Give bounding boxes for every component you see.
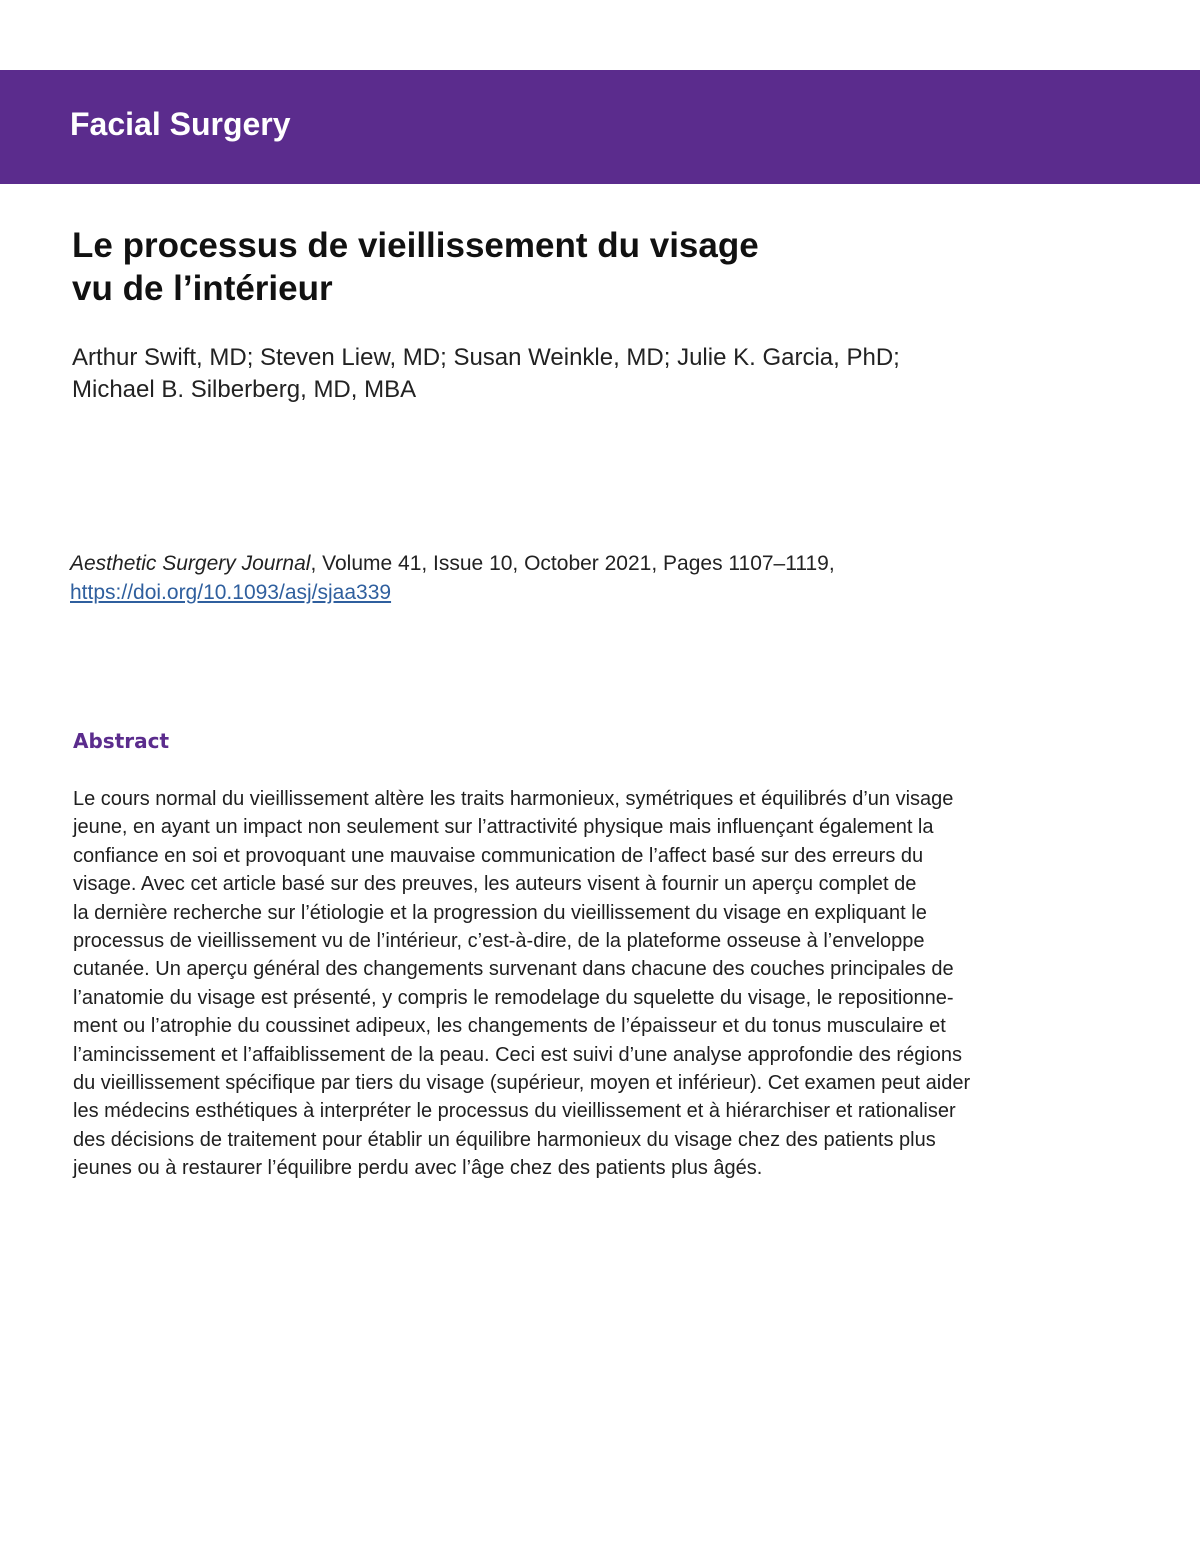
article-title xyxy=(72,224,1122,310)
author-line: Arthur Swift, MD; Steven Liew, MD; Susan Weinkle, MD; Julie K. Garcia, PhD; xyxy=(72,344,900,371)
abstract-line: Le cours normal du vieillissement altère les traits harmonieux, symétriques et équilibrés d’un visage xyxy=(73,788,954,810)
citation-details: , Volume 41, Issue 10, October 2021, Pages 1107–1119, xyxy=(310,552,835,575)
author-line: Michael B. Silberberg, MD, MBA xyxy=(72,376,417,403)
abstract-body xyxy=(73,785,1153,1183)
abstract-line: la dernière recherche sur l’étiologie et la progression du vieillissement du visage en expliquant le xyxy=(73,901,927,924)
section-label: Facial Surgery xyxy=(70,106,291,142)
author-list xyxy=(72,342,1152,406)
doi-link[interactable]: https://doi.org/10.1093/asj/sjaa339 xyxy=(70,581,392,604)
abstract-heading: Abstract xyxy=(73,729,170,753)
abstract-line: les médecins esthétiques à interpréter le processus du vieillissement et à hiérarchiser et rationaliser xyxy=(73,1100,956,1123)
abstract-line: cutanée. Un aperçu général des changements survenant dans chacune des couches principales de xyxy=(73,958,954,981)
abstract-line: des décisions de traitement pour établir un équilibre harmonieux du visage chez des patients plus xyxy=(73,1128,936,1151)
abstract-line: jeune, en ayant un impact non seulement sur l’attractivité physique mais influençant également la xyxy=(73,816,934,839)
abstract-line: confiance en soi et provoquant une mauvaise communication de l’affect basé sur des erreurs du xyxy=(73,844,924,867)
abstract-line: jeunes ou à restaurer l’équilibre perdu avec l’âge chez des patients plus âgés. xyxy=(73,1157,763,1180)
journal-name: Aesthetic Surgery Journal xyxy=(70,552,311,575)
abstract-line: ment ou l’atrophie du coussinet adipeux, les changements de l’épaisseur et du tonus musculaire et xyxy=(73,1015,946,1038)
article-title-line: vu de l’intérieur xyxy=(72,269,333,308)
abstract-line: l’anatomie du visage est présenté, y compris le remodelage du squelette du visage, le repositionne- xyxy=(73,986,954,1009)
abstract-line: du vieillissement spécifique par tiers du visage (supérieur, moyen et inférieur). Cet examen peut aider xyxy=(73,1072,971,1095)
article-title-line: Le processus de vieillissement du visage xyxy=(72,226,759,265)
abstract-line: processus de vieillissement vu de l’intérieur, c’est-à-dire, de la plateforme osseuse à l’enveloppe xyxy=(73,930,925,953)
abstract-line: l’amincissement et l’affaiblissement de la peau. Ceci est suivi d’une analyse approfondie des régions xyxy=(73,1043,963,1066)
citation xyxy=(70,549,1150,607)
abstract-line: visage. Avec cet article basé sur des preuves, les auteurs visent à fournir un aperçu complet de xyxy=(73,873,917,896)
citation-line xyxy=(70,549,1150,578)
